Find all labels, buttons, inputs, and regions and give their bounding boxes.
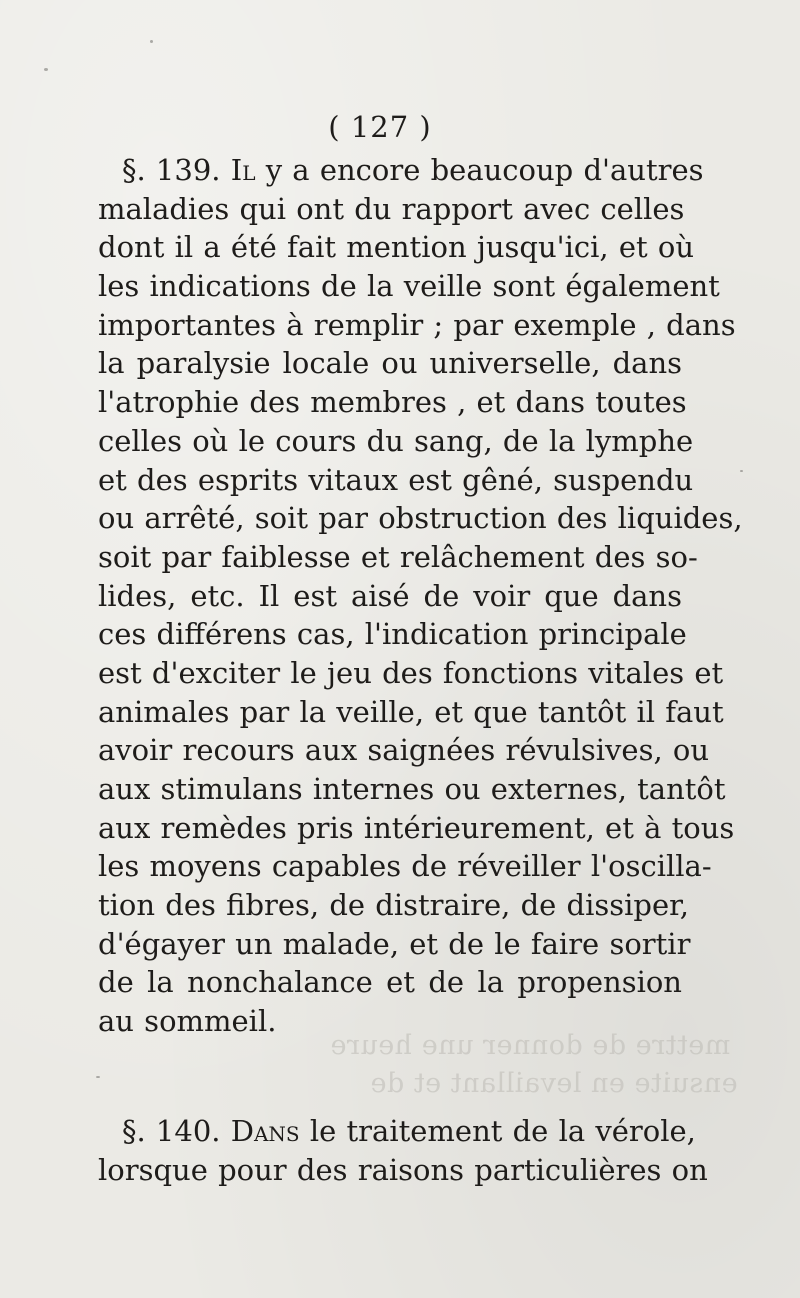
paragraph-140	[98, 1112, 708, 1189]
lead-word: Dans	[230, 1114, 300, 1148]
paper-speck	[740, 470, 743, 472]
show-through-text: ensuite en levaillant et de	[370, 1068, 738, 1099]
page-number: ( 127 )	[328, 110, 432, 144]
text-line: au sommeil.	[98, 1004, 277, 1039]
paper-speck	[150, 40, 153, 43]
paper-speck	[96, 1076, 100, 1078]
text-line: la paralysie locale ou universelle, dans	[98, 346, 682, 381]
text-line: lides, etc. Il est aisé de voir que dans	[98, 578, 682, 613]
text-line: de la nonchalance et de la propension	[98, 965, 682, 1000]
lead-word: Il	[230, 153, 256, 187]
text-line: ces différens cas, l'indication principale	[98, 617, 687, 652]
paper-speck	[44, 68, 48, 71]
text-line: est d'exciter le jeu des fonctions vitales et	[98, 655, 724, 690]
text-line: ou arrêté, soit par obstruction des liquides,	[98, 501, 743, 536]
section-mark: §. 139.	[122, 153, 221, 187]
text-line: aux stimulans internes ou externes, tantôt	[98, 772, 726, 806]
text-line: et des esprits vitaux est gêné, suspendu	[98, 462, 694, 497]
text-line: d'égayer un malade, et de le faire sortir	[98, 926, 691, 961]
text-line: dont il a été fait mention jusqu'ici, et où	[98, 230, 695, 265]
text-line: §. 140. Dans le traitement de la vérole,	[122, 1114, 696, 1148]
text-line: avoir recours aux saignées révulsives, ou	[98, 733, 710, 768]
text-line: animales par la veille, et que tantôt il faut	[98, 694, 724, 729]
text-line: soit par faiblesse et relâchement des so-	[98, 539, 698, 574]
text-line: aux remèdes pris intérieurement, et à tous	[98, 810, 735, 845]
text-line: lorsque pour des raisons particulières on	[98, 1152, 708, 1187]
paragraph-139	[98, 151, 743, 1041]
text-line: les moyens capables de réveiller l'oscilla-	[98, 849, 712, 884]
text-line: importantes à remplir ; par exemple , dans	[98, 307, 736, 342]
show-through-text: mettre de donner une heure	[330, 1030, 731, 1061]
section-mark: §. 140.	[122, 1114, 221, 1148]
text-line: celles où le cours du sang, de la lymphe	[98, 423, 694, 458]
text-line: l'atrophie des membres , et dans toutes	[98, 385, 687, 420]
text-line: les indications de la veille sont également	[98, 269, 720, 304]
text-line: §. 139. Il y a encore beaucoup d'autres	[122, 153, 704, 187]
text-line: tion des fibres, de distraire, de dissiper,	[98, 888, 690, 923]
text-line: maladies qui ont du rapport avec celles	[98, 191, 685, 226]
